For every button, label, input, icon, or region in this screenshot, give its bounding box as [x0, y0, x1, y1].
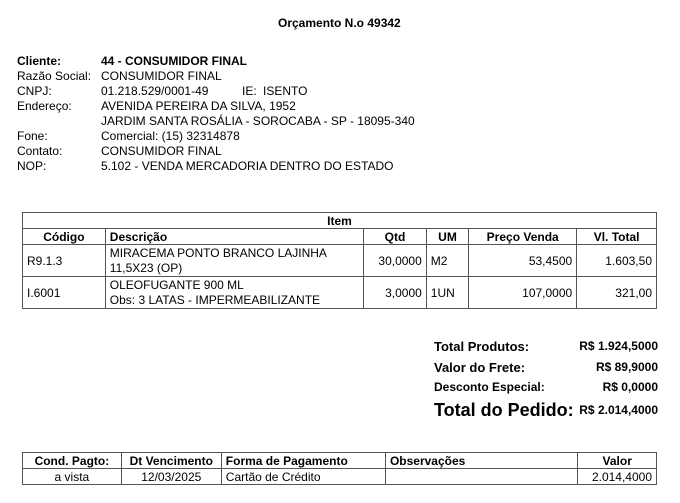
- row-codigo: R9.1.3: [23, 245, 106, 277]
- row-qtd: 30,0000: [364, 245, 427, 277]
- row-preco: 107,0000: [469, 277, 577, 309]
- row-descricao: [105, 277, 363, 309]
- desconto-value: R$ 0,0000: [602, 380, 658, 394]
- cnpj-label: CNPJ:: [17, 84, 52, 98]
- row-vl-total: 1.603,50: [577, 245, 657, 277]
- row-descricao: [105, 245, 363, 277]
- header-vl-total: Vl. Total: [577, 229, 657, 245]
- header-cond-pagto: Cond. Pagto:: [23, 453, 122, 469]
- contato-value: CONSUMIDOR FINAL: [101, 144, 222, 158]
- total-pedido-value: R$ 2.014,4000: [579, 403, 658, 417]
- fone-label: Fone:: [17, 129, 48, 143]
- cliente-label: Cliente:: [17, 54, 62, 68]
- payment-venc: 12/03/2025: [121, 469, 221, 485]
- header-forma-pagamento: Forma de Pagamento: [221, 453, 385, 469]
- row-desc-line2: 11,5X23 (OP): [109, 260, 183, 275]
- header-descricao: Descrição: [105, 229, 363, 245]
- row-um: M2: [426, 245, 468, 277]
- endereco-line1: AVENIDA PEREIRA DA SILVA, 1952: [101, 99, 296, 113]
- frete-label: Valor do Frete:: [434, 360, 526, 375]
- razao-label: Razão Social:: [17, 69, 92, 83]
- items-caption: Item: [23, 213, 657, 229]
- payment-obs: [385, 469, 577, 485]
- header-qtd: Qtd: [364, 229, 427, 245]
- ie-label: IE:: [242, 84, 257, 98]
- header-dt-vencimento: Dt Vencimento: [121, 453, 221, 469]
- contato-label: Contato:: [17, 144, 63, 158]
- desconto-label: Desconto Especial:: [434, 380, 545, 394]
- row-vl-total: 321,00: [577, 277, 657, 309]
- endereco-line2: JARDIM SANTA ROSÁLIA - SOROCABA - SP - 18095-340: [101, 114, 415, 128]
- row-desc-line1: OLEOFUGANTE 900 ML: [109, 277, 244, 292]
- nop-label: NOP:: [17, 159, 47, 173]
- total-pedido-label: Total do Pedido:: [434, 400, 574, 420]
- total-produtos-label: Total Produtos:: [434, 339, 530, 354]
- row-um: 1UN: [426, 277, 468, 309]
- fone-value: Comercial: (15) 32314878: [101, 129, 240, 143]
- cnpj-value: 01.218.529/0001-49: [101, 84, 209, 98]
- header-observacoes: Observações: [385, 453, 577, 469]
- table-row: [23, 469, 657, 485]
- document-title: Orçamento N.o 49342: [278, 16, 401, 30]
- table-row: [23, 245, 657, 277]
- row-desc-line1: MIRACEMA PONTO BRANCO LAJINHA: [109, 245, 327, 260]
- row-desc-line2: Obs: 3 LATAS - IMPERMEABILIZANTE: [109, 292, 321, 307]
- row-codigo: I.6001: [23, 277, 106, 309]
- endereco-label: Endereço:: [17, 99, 72, 113]
- frete-value: R$ 89,9000: [595, 360, 658, 374]
- table-row: [23, 277, 657, 309]
- payment-cond: a vista: [23, 469, 122, 485]
- nop-value: 5.102 - VENDA MERCADORIA DENTRO DO ESTADO: [101, 159, 394, 173]
- payment-table: [22, 452, 657, 485]
- header-valor: Valor: [578, 453, 657, 469]
- payment-forma: Cartão de Crédito: [221, 469, 385, 485]
- row-qtd: 3,0000: [364, 277, 427, 309]
- header-codigo: Código: [23, 229, 106, 245]
- payment-valor: 2.014,4000: [578, 469, 657, 485]
- razao-value: CONSUMIDOR FINAL: [101, 69, 222, 83]
- row-preco: 53,4500: [469, 245, 577, 277]
- items-table: [22, 212, 657, 309]
- ie-value: ISENTO: [263, 84, 308, 98]
- header-preco: Preço Venda: [469, 229, 577, 245]
- header-um: UM: [426, 229, 468, 245]
- total-produtos-value: R$ 1.924,5000: [579, 339, 658, 353]
- cliente-value: 44 - CONSUMIDOR FINAL: [101, 54, 248, 68]
